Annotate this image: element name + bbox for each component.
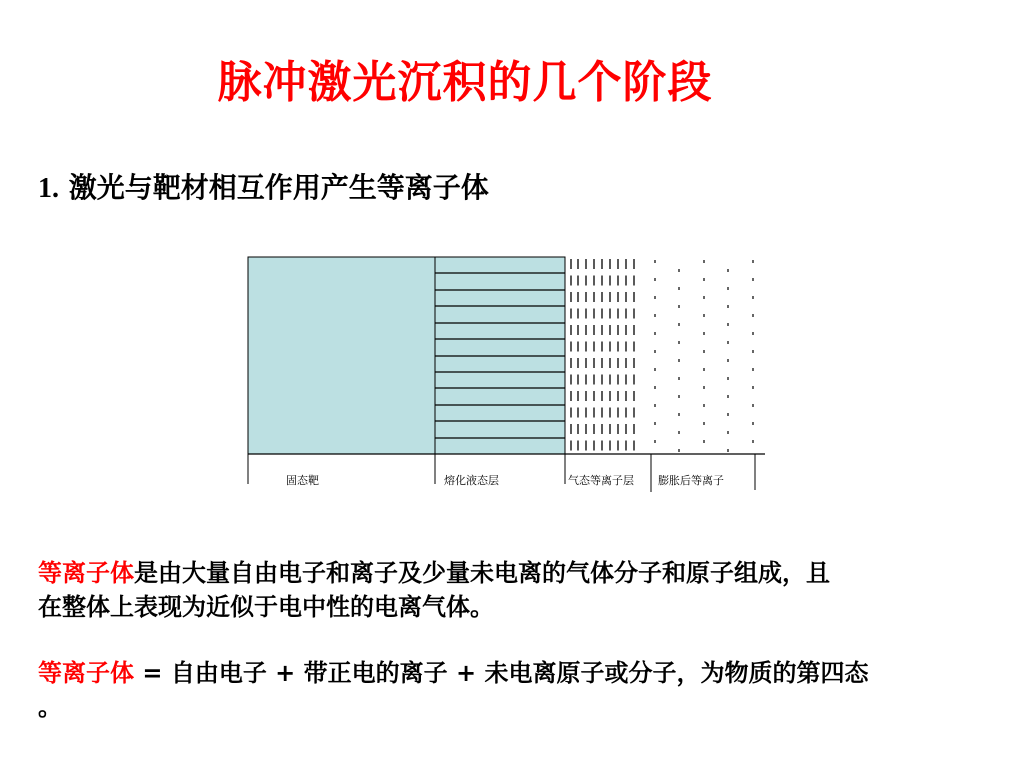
step-number: 1. [38, 173, 59, 204]
label-solid-target: 固态靶 [286, 474, 319, 487]
step-text: 激光与靶材相互作用产生等离子体 [68, 171, 489, 204]
solid-target-region [248, 257, 435, 454]
gas-plasma-dashes [571, 259, 634, 451]
plasma-formula [38, 656, 988, 724]
step-heading [38, 166, 489, 206]
definition-text-2: 在整体上表现为近似于电中性的电离气体。 [38, 593, 494, 621]
molten-layer-region [435, 257, 565, 454]
label-molten-layer: 熔化液态层 [444, 474, 499, 487]
label-expanded-plasma: 膨胀后等离子 [658, 474, 724, 487]
formula-text-1: = 自由电子 + 带正电的离子 + 未电离原子或分子，为物质的第四态 [134, 659, 869, 687]
pld-stage-diagram [244, 254, 770, 494]
formula-term: 等离子体 [38, 659, 134, 687]
formula-text-2: 。 [38, 693, 62, 721]
definition-term: 等离子体 [38, 559, 134, 587]
plasma-definition [38, 556, 988, 624]
definition-text-1: 是由大量自由电子和离子及少量未电离的气体分子和原子组成，且 [134, 559, 830, 587]
expanded-plasma-dots [655, 260, 753, 452]
slide-title: 脉冲激光沉积的几个阶段 [217, 57, 713, 108]
label-gas-plasma-layer: 气态等离子层 [568, 474, 634, 487]
